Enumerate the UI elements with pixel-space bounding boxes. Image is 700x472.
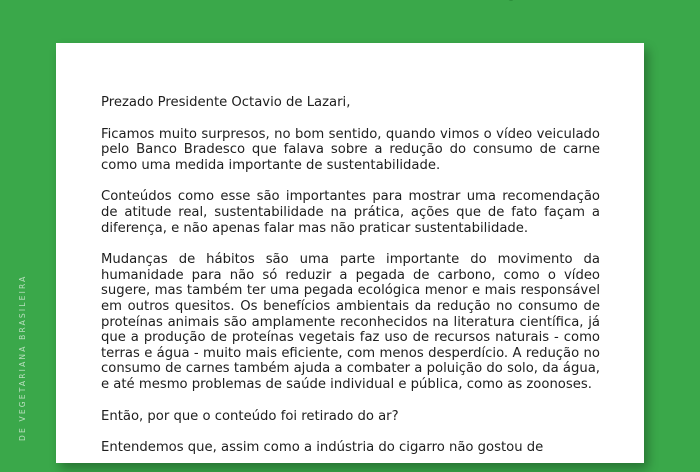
letter-paragraph-2: Conteúdos como esse são importantes para mostrar uma recomendação de atitude real, sustentabilidade na prática, ações que de fato façam a diferença, e não apenas falar mas não praticar sustentabilidade.	[101, 189, 600, 236]
letter-paragraph-4: Então, por que o conteúdo foi retirado do ar?	[101, 408, 399, 424]
letter-paragraph-5: Entendemos que, assim como a indústria do cigarro não gostou de	[101, 440, 544, 456]
letter-salutation: Prezado Presidente Octavio de Lazari,	[101, 95, 351, 110]
letter-paragraph-1: Ficamos muito surpresos, no bom sentido, quando vimos o vídeo veiculado pelo Banco Bradesco que falava sobre a redução do consumo de carne como uma medida importante de sustentabilidade.	[101, 126, 600, 173]
letter-paragraph-3: Mudanças de hábitos são uma parte importante do movimento da humanidade para não só reduzir a pegada de carbono, como o vídeo sugere, mas também ter uma pegada ecológica menor e mais responsável em outros quesitos. Os benefícios ambientais da redução no consumo de proteínas animais são amplamente reconhecidos na literatura científica, já que a produção de proteínas vegetais faz uso de recursos naturais - como terras e água - muito mais eficiente, com menos desperdício. A redução no consumo de carnes também ajuda a combater a poluição do solo, da água, e até mesmo problemas de saúde individual e pública, como as zoonoses.	[101, 252, 600, 392]
top-edge-mark	[508, 0, 514, 1]
letter-body	[101, 95, 600, 472]
sidebar-vertical-text: DE VEGETARIANA BRASILEIRA	[18, 274, 27, 441]
letter-sheet	[56, 43, 644, 463]
